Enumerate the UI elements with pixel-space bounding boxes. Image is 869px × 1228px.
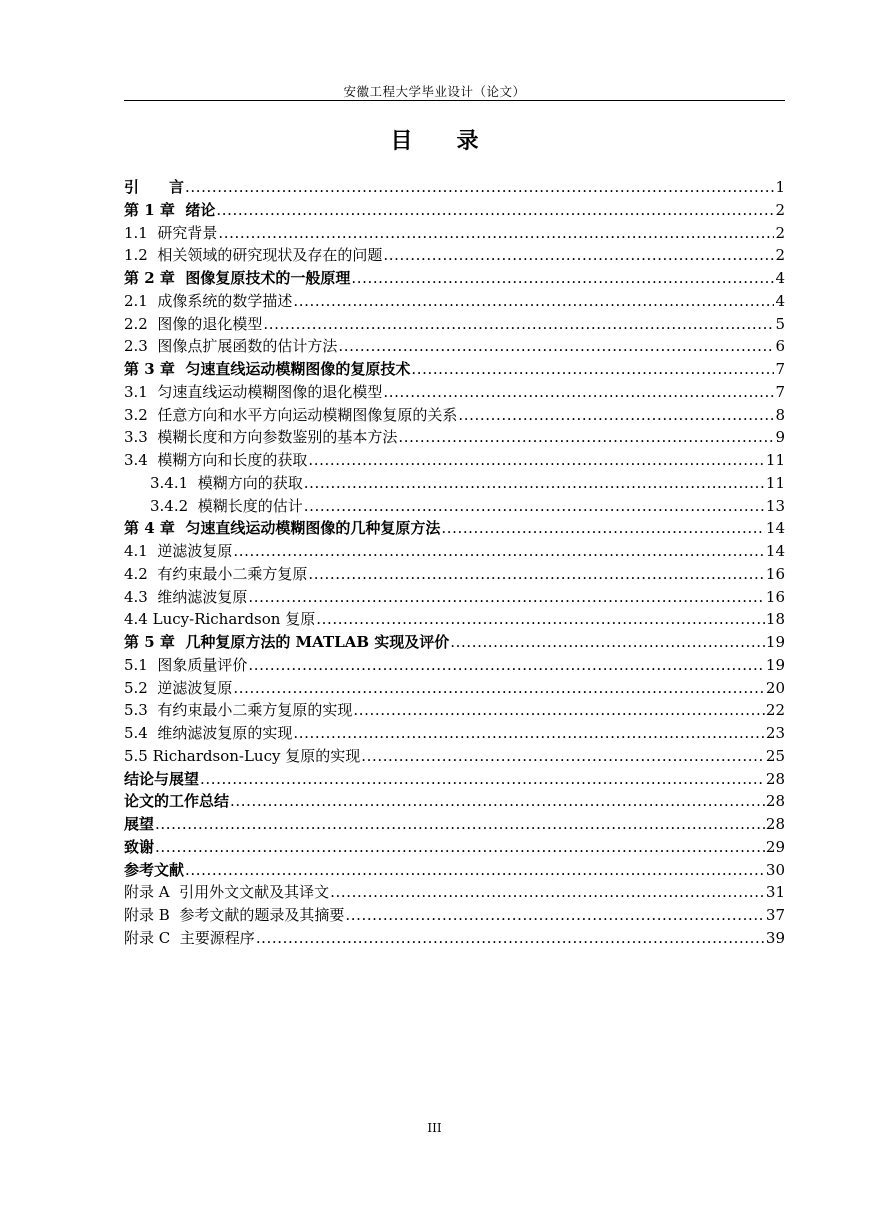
toc-leader-dots xyxy=(155,836,765,859)
toc-leader-dots xyxy=(293,290,774,313)
toc-entry-page: 4 xyxy=(775,291,785,310)
toc-entry-page: 19 xyxy=(765,633,785,651)
toc-entry[interactable] xyxy=(124,313,785,336)
toc-leader-dots xyxy=(304,495,765,518)
toc-entry[interactable] xyxy=(124,381,785,404)
toc-entry-title: 绪论 xyxy=(185,200,216,219)
toc-entry-title: 论文的工作总结 xyxy=(124,792,230,811)
toc-entry-page: 9 xyxy=(775,428,785,447)
toc-entry-page: 7 xyxy=(775,382,785,401)
toc-entry-title: 维纳滤波复原的实现 xyxy=(157,724,293,742)
toc-entry-page: 20 xyxy=(765,678,785,697)
toc-entry[interactable] xyxy=(124,813,785,836)
table-of-contents xyxy=(124,176,785,950)
toc-entry[interactable] xyxy=(124,495,785,518)
toc-leader-dots xyxy=(200,768,765,791)
toc-leader-dots xyxy=(345,904,765,927)
toc-leader-dots xyxy=(248,654,764,677)
toc-entry-title: Lucy-Richardson 复原 xyxy=(152,610,316,629)
toc-entry-page: 37 xyxy=(765,906,785,924)
toc-entry-number: 3.4 xyxy=(124,451,158,469)
toc-entry[interactable] xyxy=(124,836,785,859)
toc-entry-number: 附录 B xyxy=(124,906,180,924)
toc-leader-dots xyxy=(316,608,765,631)
toc-entry[interactable] xyxy=(124,244,785,267)
toc-leader-dots xyxy=(216,199,774,222)
toc-leader-dots xyxy=(308,563,764,586)
toc-leader-dots xyxy=(458,404,774,427)
toc-entry-number: 5.4 xyxy=(124,724,158,742)
toc-entry-title: 有约束最小二乘方复原的实现 xyxy=(157,701,353,720)
toc-entry-page: 25 xyxy=(765,746,785,765)
toc-entry-number: 3.4.2 xyxy=(150,496,198,515)
toc-entry[interactable] xyxy=(124,631,785,654)
toc-entry-title: Richardson-Lucy 复原的实现 xyxy=(152,746,361,765)
toc-entry[interactable] xyxy=(124,199,785,222)
toc-entry-title: 逆滤波复原 xyxy=(157,542,233,560)
toc-entry-page: 14 xyxy=(765,519,785,538)
toc-entry-title: 模糊方向的获取 xyxy=(197,473,303,492)
toc-entry-number: 4.1 xyxy=(124,542,158,560)
toc-entry-title: 有约束最小二乘方复原 xyxy=(157,564,308,583)
toc-entry-page: 18 xyxy=(765,610,785,629)
toc-leader-dots xyxy=(351,267,774,290)
toc-entry[interactable] xyxy=(124,790,785,813)
toc-entry-number: 附录 C xyxy=(124,928,180,947)
toc-leader-dots xyxy=(185,859,765,882)
toc-leader-dots xyxy=(233,677,764,700)
toc-entry-page: 16 xyxy=(765,587,785,606)
toc-entry-number: 3.2 xyxy=(124,405,158,424)
toc-title-char-2: 录 xyxy=(456,128,479,154)
toc-leader-dots xyxy=(256,927,765,950)
toc-entry-page: 23 xyxy=(765,724,785,742)
toc-entry-title: 匀速直线运动模糊图像的退化模型 xyxy=(157,382,383,401)
toc-entry-title: 引用外文文献及其译文 xyxy=(179,883,330,902)
toc-entry[interactable] xyxy=(124,176,785,199)
toc-entry-page: 22 xyxy=(765,701,785,720)
toc-entry-page: 13 xyxy=(765,496,785,515)
toc-leader-dots xyxy=(330,881,765,904)
toc-entry-title: 匀速直线运动模糊图像的几种复原方法 xyxy=(185,519,441,538)
toc-entry-title: 图象质量评价 xyxy=(157,655,248,674)
toc-entry-number: 第 4 章 xyxy=(124,519,186,538)
toc-entry-title: 匀速直线运动模糊图像的复原技术 xyxy=(185,360,411,378)
toc-entry-title: 研究背景 xyxy=(157,223,218,242)
toc-entry[interactable] xyxy=(124,677,785,700)
toc-entry-page: 6 xyxy=(775,337,785,356)
toc-entry-title: 维纳滤波复原 xyxy=(157,587,248,606)
toc-entry-title: 致谢 xyxy=(124,837,155,856)
toc-entry-number: 5.2 xyxy=(124,678,158,697)
toc-entry-page: 19 xyxy=(765,655,785,674)
toc-entry-number: 2.2 xyxy=(124,314,158,333)
toc-entry-title: 主要源程序 xyxy=(179,928,255,947)
toc-entry-page: 28 xyxy=(765,769,785,788)
toc-entry-title: 图像的退化模型 xyxy=(157,314,263,333)
toc-title xyxy=(0,124,869,155)
toc-leader-dots xyxy=(293,722,764,745)
toc-leader-dots xyxy=(304,472,765,495)
toc-entry-number: 第 3 章 xyxy=(124,360,186,378)
toc-entry[interactable] xyxy=(124,563,785,586)
toc-leader-dots xyxy=(263,313,774,336)
toc-entry-number: 5.3 xyxy=(124,701,158,720)
toc-entry-title: 图像复原技术的一般原理 xyxy=(185,269,351,287)
toc-entry[interactable] xyxy=(124,517,785,540)
toc-entry[interactable] xyxy=(124,358,785,381)
toc-entry-number: 5.1 xyxy=(124,655,158,674)
toc-entry[interactable] xyxy=(124,927,785,950)
toc-entry-page: 1 xyxy=(775,178,785,196)
toc-entry-number: 4.2 xyxy=(124,564,158,583)
toc-entry-page: 4 xyxy=(775,269,785,287)
toc-entry-number: 附录 A xyxy=(124,883,180,902)
toc-entry-page: 28 xyxy=(765,815,785,833)
toc-entry-title: 结论与展望 xyxy=(124,769,200,788)
toc-entry-page: 8 xyxy=(775,405,785,424)
toc-entry[interactable] xyxy=(124,859,785,882)
toc-entry-page: 14 xyxy=(765,542,785,560)
toc-entry-title: 参考文献 xyxy=(124,860,185,879)
toc-leader-dots xyxy=(218,222,774,245)
toc-entry-page: 30 xyxy=(765,860,785,879)
toc-entry-number: 4.3 xyxy=(124,587,158,606)
toc-entry-number: 引 言 xyxy=(124,178,185,196)
toc-entry-page: 2 xyxy=(775,246,785,265)
toc-entry-number: 1.2 xyxy=(124,246,158,265)
toc-leader-dots xyxy=(383,244,774,267)
toc-entry-number: 第 2 章 xyxy=(124,269,186,287)
toc-entry-title: 几种复原方法的 MATLAB 实现及评价 xyxy=(185,633,450,651)
toc-entry[interactable] xyxy=(124,699,785,722)
toc-leader-dots xyxy=(338,335,774,358)
page-number: III xyxy=(427,1121,442,1135)
toc-entry-title: 展望 xyxy=(124,815,155,833)
toc-entry[interactable] xyxy=(124,290,785,313)
toc-entry-page: 39 xyxy=(765,928,785,947)
toc-entry-number: 2.1 xyxy=(124,291,158,310)
toc-entry-page: 5 xyxy=(775,314,785,333)
toc-entry-page: 2 xyxy=(775,223,785,242)
toc-entry-number: 第 5 章 xyxy=(124,633,186,651)
toc-leader-dots xyxy=(185,176,774,199)
toc-leader-dots xyxy=(361,745,765,768)
toc-entry[interactable] xyxy=(124,335,785,358)
toc-entry[interactable] xyxy=(124,608,785,631)
toc-leader-dots xyxy=(441,517,765,540)
toc-entry[interactable] xyxy=(124,404,785,427)
toc-entry-number: 第 1 章 xyxy=(124,200,186,219)
toc-leader-dots xyxy=(230,790,765,813)
page-header: 安徽工程大学毕业设计（论文） xyxy=(343,84,526,99)
toc-entry[interactable] xyxy=(124,904,785,927)
toc-entry[interactable] xyxy=(124,222,785,245)
toc-entry-page: 11 xyxy=(765,473,785,492)
toc-entry[interactable] xyxy=(124,540,785,563)
toc-leader-dots xyxy=(308,449,764,472)
toc-entry-title: 逆滤波复原 xyxy=(157,678,233,697)
toc-entry[interactable] xyxy=(124,654,785,677)
toc-entry-title: 任意方向和水平方向运动模糊图像复原的关系 xyxy=(157,405,458,424)
toc-entry-page: 28 xyxy=(765,792,785,811)
toc-entry[interactable] xyxy=(124,768,785,791)
toc-entry-title: 模糊长度和方向参数鉴别的基本方法 xyxy=(157,428,398,447)
toc-entry-number: 2.3 xyxy=(124,337,158,356)
toc-entry-page: 16 xyxy=(765,564,785,583)
toc-entry[interactable] xyxy=(124,472,785,495)
toc-entry-title: 图像点扩展函数的估计方法 xyxy=(157,337,338,356)
toc-title-char-1: 目 xyxy=(390,128,413,154)
toc-entry-number: 3.1 xyxy=(124,382,158,401)
toc-leader-dots xyxy=(398,426,774,449)
toc-leader-dots xyxy=(155,813,765,836)
toc-entry-title: 参考文献的题录及其摘要 xyxy=(179,906,345,924)
toc-entry[interactable] xyxy=(124,745,785,768)
header-rule xyxy=(124,100,785,101)
toc-leader-dots xyxy=(248,586,764,609)
toc-leader-dots xyxy=(353,699,764,722)
toc-entry-title: 模糊长度的估计 xyxy=(197,496,303,515)
toc-entry[interactable] xyxy=(124,426,785,449)
toc-entry-page: 2 xyxy=(775,200,785,219)
toc-entry[interactable] xyxy=(124,586,785,609)
toc-entry-number: 3.4.1 xyxy=(150,473,198,492)
toc-entry-page: 7 xyxy=(775,360,785,378)
toc-entry[interactable] xyxy=(124,881,785,904)
toc-leader-dots xyxy=(383,381,774,404)
toc-entry-number: 5.5 xyxy=(124,746,153,765)
toc-entry-number: 3.3 xyxy=(124,428,158,447)
toc-entry-number: 4.4 xyxy=(124,610,153,629)
toc-entry-page: 11 xyxy=(765,451,785,469)
toc-entry[interactable] xyxy=(124,449,785,472)
toc-leader-dots xyxy=(233,540,764,563)
toc-entry-number: 1.1 xyxy=(124,223,158,242)
toc-entry-title: 相关领域的研究现状及存在的问题 xyxy=(157,246,383,265)
toc-leader-dots xyxy=(450,631,765,654)
toc-entry-title: 模糊方向和长度的获取 xyxy=(157,451,308,469)
toc-entry[interactable] xyxy=(124,722,785,745)
toc-entry-title: 成像系统的数学描述 xyxy=(157,291,293,310)
toc-entry-page: 29 xyxy=(765,837,785,856)
toc-entry-page: 31 xyxy=(765,883,785,902)
toc-entry[interactable] xyxy=(124,267,785,290)
toc-leader-dots xyxy=(411,358,774,381)
